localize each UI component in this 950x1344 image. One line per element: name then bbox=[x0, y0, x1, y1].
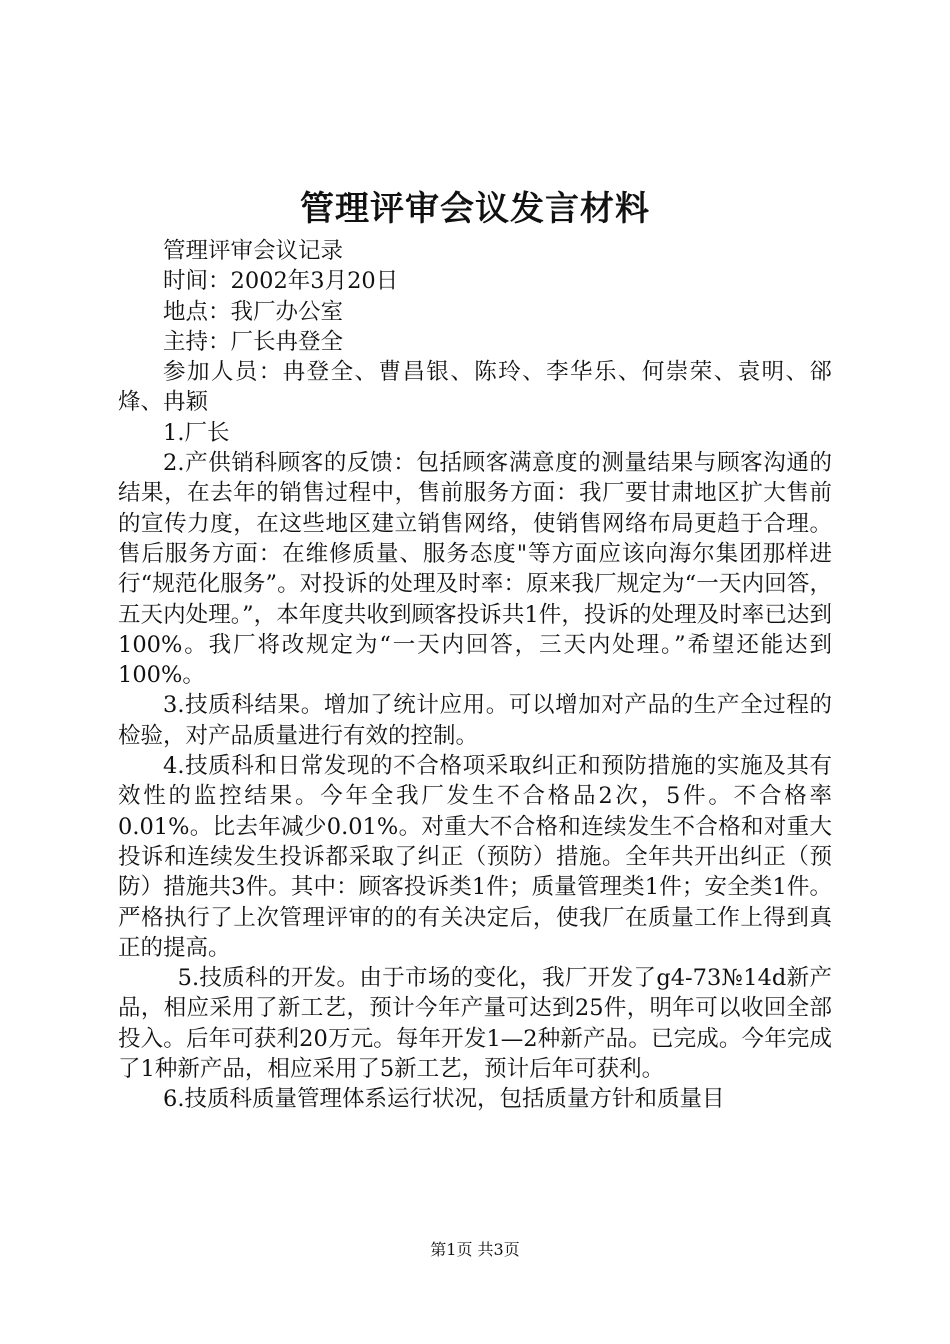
document-title: 管理评审会议发言材料 bbox=[300, 189, 650, 229]
paragraph-item-6: 6.技质科质量管理体系运行状况，包括质量方针和质量目 bbox=[163, 1086, 725, 1113]
paragraph-location: 地点：我厂办公室 bbox=[163, 298, 344, 325]
paragraph-item-3: 3.技质科结果。增加了统计应用。可以增加对产品的生产全过程的检验，对产品质量进行有效的控制。 bbox=[118, 692, 832, 749]
document-body bbox=[118, 236, 832, 1115]
paragraph-record-heading: 管理评审会议记录 bbox=[163, 238, 344, 264]
page-footer bbox=[0, 1240, 950, 1260]
paragraph-attendees: 参加人员：冉登全、曹昌银、陈玲、李华乐、何崇荣、袁明、郤烽、冉颖 bbox=[118, 359, 832, 416]
paragraph-host: 主持：厂长冉登全 bbox=[163, 328, 344, 355]
paragraph-item-4: 4.技质科和日常发现的不合格项采取纠正和预防措施的实施及其有效性的监控结果。今年全我厂发生不合格品2次，5件。不合格率0.01%。比去年减少0.01%。对重大不合格和连续发生不合格和对重大投诉和连续发生投诉都采取了纠正（预防）措施。全年共开出纠正（预防）措施共3件。其中：顾客投诉类1件；质量管理类1件；安全类1件。严格执行了上次管理评审的的有关决定后，使我厂在质量工作上得到真正的提高。 bbox=[118, 753, 832, 961]
page-indicator: 第1页 共3页 bbox=[430, 1240, 520, 1259]
paragraph-time: 时间：2002年3月20日 bbox=[163, 268, 399, 295]
paragraph-item-2: 2.产供销科顾客的反馈：包括顾客满意度的测量结果与顾客沟通的结果，在去年的销售过程中，售前服务方面：我厂要甘肃地区扩大售前的宣传力度，在这些地区建立销售网络，使销售网络布局更趋于合理。售后服务方面：在维修质量、服务态度"等方面应该向海尔集团那样进行“规范化服务”。对投诉的处理及时率：原来我厂规定为“一天内回答，五天内处理。”，本年度共收到顾客投诉共1件，投诉的处理及时率已达到100%。我厂将改规定为“一天内回答，三天内处理。”希望还能达到100%。 bbox=[118, 450, 832, 689]
paragraph-item-1: 1.厂长 bbox=[163, 419, 230, 446]
paragraph-item-5: 5.技质科的开发。由于市场的变化，我厂开发了g4-73№14d新产品，相应采用了新工艺，预计今年产量可达到25件，明年可以收回全部投入。后年可获利20万元。每年开发1—2种新产品。已完成。今年完成了1种新产品，相应采用了5新工艺，预计后年可获利。 bbox=[118, 965, 832, 1083]
